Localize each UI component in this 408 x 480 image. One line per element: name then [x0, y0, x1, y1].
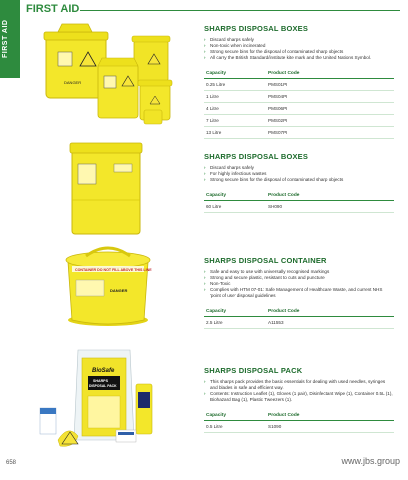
column-header-capacity: Capacity: [204, 306, 266, 317]
product-sharps-boxes: [204, 24, 394, 139]
spec-table: [204, 306, 394, 329]
spec-table: [204, 190, 394, 213]
feature-item: › Discard sharps safely: [204, 37, 394, 43]
feature-item: › All carry the British Standard/institute kite mark and the United Nations Symbol.: [204, 55, 394, 61]
product-image-large-bin: [66, 140, 146, 238]
header-divider: [80, 10, 400, 11]
column-header-capacity: Capacity: [204, 68, 266, 79]
column-header-capacity: Capacity: [204, 410, 266, 421]
feature-item: › Strong secure bins for the disposal of contaminated sharp objects: [204, 49, 394, 55]
code-cell: PMS04PI: [266, 91, 394, 103]
feature-item: › Safe and easy to use with universally recognised markings: [204, 269, 394, 275]
website-link[interactable]: www.jbs.group: [341, 456, 400, 466]
spec-table: [204, 68, 394, 139]
feature-list: [204, 379, 394, 403]
table-row: [204, 421, 394, 433]
product-title: SHARPS DISPOSAL BOXES: [204, 24, 309, 33]
product-image-sharps-bins: [36, 14, 186, 132]
feature-list: [204, 269, 394, 299]
capacity-cell: 7 Litre: [204, 115, 266, 127]
table-row: [204, 317, 394, 329]
feature-item: › Contents: Instruction Leaflet (1), Gloves (1 pair), Disinfectant Wipe (1), Container 0.5L (1), Biohazard Bag (1), Plastic Tweezers (1).: [204, 391, 394, 403]
code-cell: PMS06PI: [266, 103, 394, 115]
side-tab: [0, 0, 20, 78]
product-sharps-pack: [204, 366, 394, 433]
code-cell: A11553: [266, 317, 394, 329]
feature-item: › This sharps pack provides the basic essentials for dealing with used needles, syringes and blades in safe and efficient way.: [204, 379, 394, 391]
container-fill-line-label: CONTAINER DO NOT FILL ABOVE THIS LINE: [75, 268, 152, 272]
capacity-cell: 2.5 Litre: [204, 317, 266, 329]
feature-list: [204, 37, 394, 61]
product-sharps-container: [204, 256, 394, 329]
product-title: SHARPS DISPOSAL PACK: [204, 366, 303, 375]
pack-brand: BioSafe: [92, 368, 115, 374]
feature-item: › Strong and secure plastic, resistant to cuts and puncture: [204, 275, 394, 281]
table-row: [204, 127, 394, 139]
feature-item: › Non-toxic when incinerated: [204, 43, 394, 49]
table-row: [204, 115, 394, 127]
product-title: SHARPS DISPOSAL CONTAINER: [204, 256, 327, 265]
table-header-row: [204, 306, 394, 317]
product-sharps-boxes-60l: [204, 152, 394, 213]
table-header-row: [204, 410, 394, 421]
product-image-round-container: [58, 236, 158, 328]
column-header-code: Product Code: [266, 410, 394, 421]
capacity-cell: 0.25 Litre: [204, 79, 266, 91]
column-header-capacity: Capacity: [204, 190, 266, 201]
product-title: SHARPS DISPOSAL BOXES: [204, 152, 309, 161]
feature-item: › Strong secure bins for the disposal of contaminated sharp objects: [204, 177, 394, 183]
capacity-cell: 4 Litre: [204, 103, 266, 115]
feature-item: › For highly infectious wastes: [204, 171, 394, 177]
code-cell: PMS02PI: [266, 115, 394, 127]
container-danger-label: DANGER: [110, 288, 128, 293]
table-header-row: [204, 190, 394, 201]
side-tab-label: FIRST AID: [2, 19, 9, 59]
table-row: [204, 79, 394, 91]
column-header-code: Product Code: [266, 68, 394, 79]
capacity-cell: 1 Litre: [204, 91, 266, 103]
feature-list: [204, 165, 394, 183]
code-cell: PMS07PI: [266, 127, 394, 139]
table-header-row: [204, 68, 394, 79]
spec-table: [204, 410, 394, 433]
table-row: [204, 103, 394, 115]
page-title: FIRST AID: [26, 3, 80, 15]
feature-item: › Discard sharps safely: [204, 165, 394, 171]
capacity-cell: 60 Litre: [204, 201, 266, 213]
feature-item: › Non-Toxic: [204, 281, 394, 287]
column-header-code: Product Code: [266, 306, 394, 317]
feature-item: › Complies with HTM 07-01: Safe Management of Healthcare Waste, and current NHS 'point of use' disposal guidelines: [204, 287, 394, 299]
code-cell: S1090: [266, 421, 394, 433]
capacity-cell: 0.5 Litre: [204, 421, 266, 433]
table-row: [204, 91, 394, 103]
table-row: [204, 201, 394, 213]
capacity-cell: 13 Litre: [204, 127, 266, 139]
bin-danger-label: DANGER: [64, 80, 82, 85]
pack-label-line1: SHARPS: [93, 379, 108, 383]
page-number: 658: [6, 460, 17, 466]
pack-label-line2: DISPOSAL PACK: [89, 384, 117, 388]
code-cell: PMS01PI: [266, 79, 394, 91]
column-header-code: Product Code: [266, 190, 394, 201]
product-image-disposal-pack: [34, 344, 174, 454]
code-cell: SH090: [266, 201, 394, 213]
